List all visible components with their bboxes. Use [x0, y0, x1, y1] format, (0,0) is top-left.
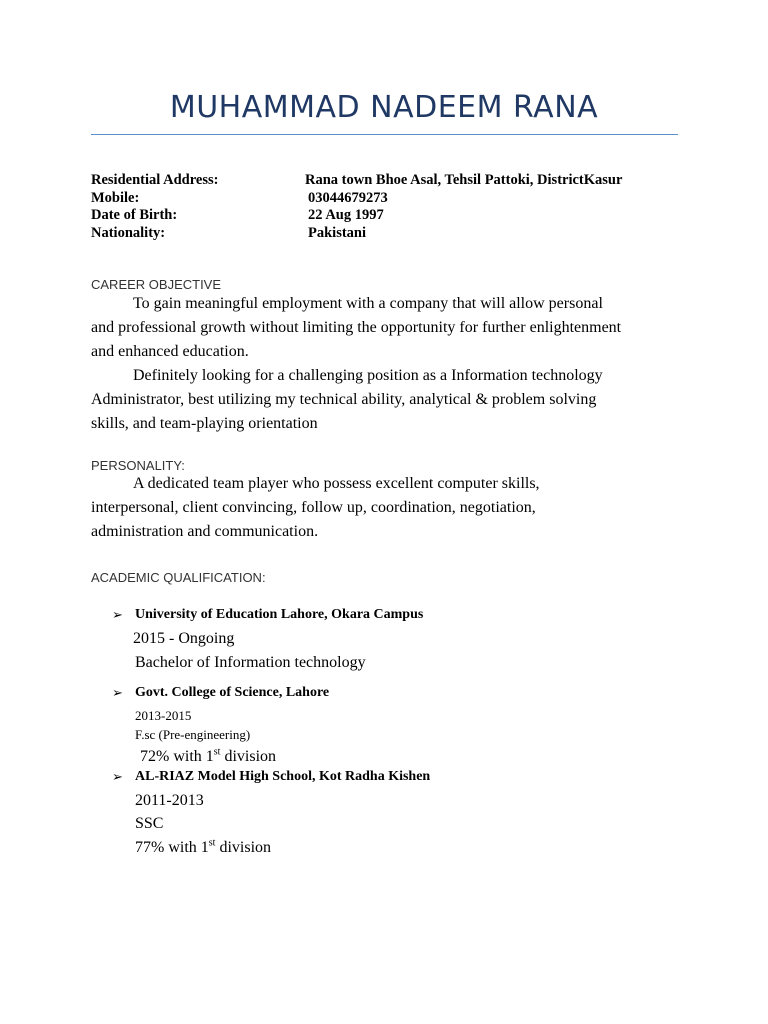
info-value: 03044679273 [308, 190, 388, 206]
qualification-dates: 2011-2013 [135, 792, 204, 809]
ordinal-suffix: st [208, 837, 216, 849]
career-objective-text [91, 292, 691, 436]
text-line: and enhanced education. [91, 343, 249, 360]
text-line: administration and communication. [91, 523, 319, 540]
arrow-bullet-icon: ➢ [112, 769, 123, 784]
info-label: Residential Address: [91, 172, 219, 188]
info-label: Mobile: [91, 190, 140, 206]
text-line: interpersonal, client convincing, follow up, coordination, negotiation, [91, 499, 536, 516]
text-line: To gain meaningful employment with a company that will allow personal [133, 295, 603, 312]
arrow-bullet-icon: ➢ [112, 685, 123, 700]
info-value: Rana town Bhoe Asal, Tehsil Pattoki, DistrictKasur [305, 172, 623, 188]
arrow-bullet-icon: ➢ [112, 607, 123, 622]
result-text: 77% with 1 [135, 839, 209, 856]
info-value: 22 Aug 1997 [308, 207, 384, 223]
text-line: and professional growth without limiting the opportunity for further enlightenment [91, 319, 622, 336]
text-line: Definitely looking for a challenging position as a Information technology [133, 367, 603, 384]
ordinal-suffix: st [213, 746, 221, 758]
applicant-name: MUHAMMAD NADEEM RANA [169, 90, 599, 125]
academic-heading: ACADEMIC QUALIFICATION: [91, 570, 266, 585]
qualification-dates: 2013-2015 [135, 708, 192, 723]
institution-name: University of Education Lahore, Okara Campus [135, 607, 424, 622]
result-text: 72% with 1 [140, 748, 214, 765]
qualification-dates: 2015 - Ongoing [133, 630, 235, 647]
info-label: Nationality: [91, 225, 166, 241]
qualification-degree: Bachelor of Information technology [135, 654, 366, 671]
title-divider [91, 134, 678, 135]
qualification-result [135, 839, 271, 857]
result-text: division [220, 748, 277, 765]
qualification-result [140, 748, 276, 766]
institution-name: AL-RIAZ Model High School, Kot Radha Kishen [135, 769, 431, 784]
institution-name: Govt. College of Science, Lahore [135, 685, 330, 700]
text-line: skills, and team-playing orientation [91, 415, 318, 432]
career-objective-heading: CAREER OBJECTIVE [91, 277, 222, 292]
personality-text [91, 472, 691, 544]
info-value: Pakistani [308, 225, 367, 241]
result-text: division [215, 839, 272, 856]
personality-heading: PERSONALITY: [91, 458, 185, 473]
info-label: Date of Birth: [91, 207, 178, 223]
text-line: Administrator, best utilizing my technical ability, analytical & problem solving [91, 391, 597, 408]
text-line: A dedicated team player who possess excellent computer skills, [133, 475, 540, 492]
qualification-degree: SSC [135, 815, 164, 832]
qualification-degree: F.sc (Pre-engineering) [135, 727, 251, 742]
